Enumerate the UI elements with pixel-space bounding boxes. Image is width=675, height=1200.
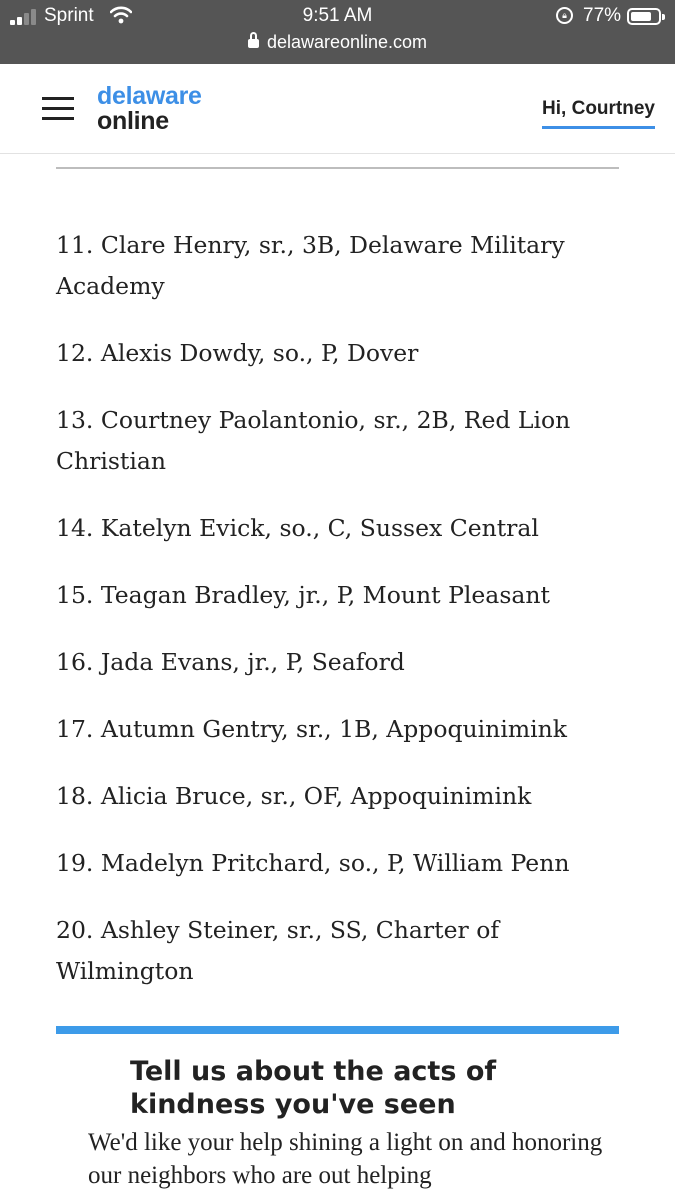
list-item: 18. Alicia Bruce, sr., OF, Appoquinimink	[56, 782, 532, 810]
carrier-name: Sprint	[44, 5, 94, 26]
list-item: 20. Ashley Steiner, sr., SS, Charter of Wilmington	[56, 916, 500, 985]
promo-body: We'd like your help shining a light on and honoring our neighbors who are out helping	[88, 1129, 603, 1189]
site-logo[interactable]	[97, 84, 202, 134]
list-item: 19. Madelyn Pritchard, so., P, William Penn	[56, 849, 570, 877]
url-bar[interactable]	[0, 32, 675, 53]
logo-line-2: online	[97, 107, 169, 135]
ranked-list	[56, 225, 626, 1018]
status-bar	[0, 4, 675, 30]
site-header	[0, 64, 675, 154]
browser-chrome	[0, 0, 675, 64]
lock-icon	[248, 39, 259, 48]
rotation-lock-icon: 🔒︎	[556, 7, 573, 24]
list-item: 17. Autumn Gentry, sr., 1B, Appoquinimink	[56, 715, 568, 743]
list-item: 16. Jada Evans, jr., P, Seaford	[56, 648, 405, 676]
promo-accent-bar	[56, 1026, 619, 1034]
list-item: 15. Teagan Bradley, jr., P, Mount Pleasant	[56, 581, 550, 609]
battery-percent: 77%	[583, 5, 622, 26]
list-item: 12. Alexis Dowdy, so., P, Dover	[56, 339, 419, 367]
hamburger-menu-icon[interactable]	[42, 97, 74, 121]
clock: 9:51 AM	[302, 5, 373, 26]
promo-title: Tell us about the acts of kindness you've seen	[130, 1056, 497, 1120]
section-divider	[56, 167, 619, 169]
battery-level	[631, 12, 651, 21]
list-item: 14. Katelyn Evick, so., C, Sussex Central	[56, 514, 539, 542]
list-item: 13. Courtney Paolantonio, sr., 2B, Red Lion Christian	[56, 406, 571, 475]
logo-line-1: delaware	[97, 82, 202, 110]
account-greeting-link[interactable]: Hi, Courtney	[542, 98, 655, 129]
battery-icon	[627, 8, 661, 25]
list-item: 11. Clare Henry, sr., 3B, Delaware Military Academy	[56, 231, 565, 300]
url-text: delawareonline.com	[266, 32, 428, 52]
